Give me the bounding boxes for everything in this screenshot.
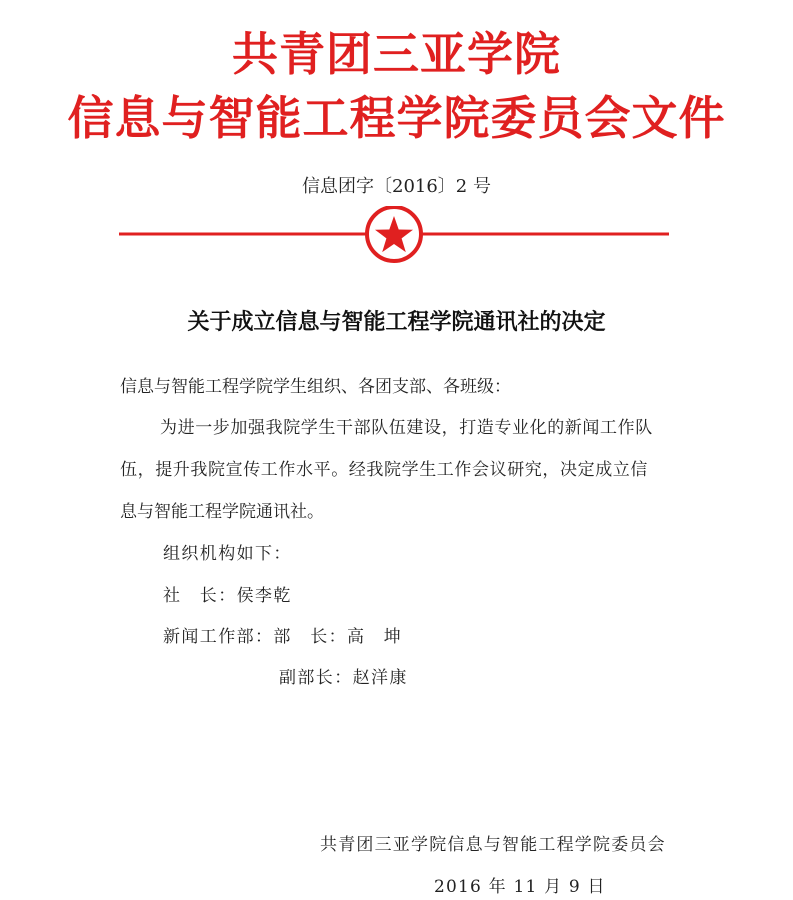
document-number: 信息团字〔2016〕2 号: [302, 176, 491, 197]
vice-head-line: 副部长：赵洋康: [279, 668, 408, 688]
signature-date: 2016 年 11 月 9 日: [434, 877, 606, 897]
org-structure-intro: 组织机构如下：: [163, 544, 292, 564]
news-dept-head-line: 新闻工作部：部 长：高 坤: [163, 627, 403, 647]
header-title-line1: 共青团三亚学院: [232, 27, 561, 81]
paragraph-line: 息与智能工程学院通讯社。: [120, 502, 324, 522]
header-divider: [119, 206, 669, 264]
red-star-icon: [367, 207, 421, 261]
signature-organization: 共青团三亚学院信息与智能工程学院委员会: [320, 835, 666, 855]
document-title: 关于成立信息与智能工程学院通讯社的决定: [187, 310, 606, 335]
president-line: 社 长：侯李乾: [163, 586, 292, 606]
header-title-line2: 信息与智能工程学院委员会文件: [67, 91, 726, 145]
paragraph-line: 伍，提升我院宣传工作水平。经我院学生工作会议研究，决定成立信: [120, 460, 648, 480]
paragraph-line: 为进一步加强我院学生干部队伍建设，打造专业化的新闻工作队: [160, 418, 653, 438]
salutation: 信息与智能工程学院学生组织、各团支部、各班级：: [120, 377, 511, 397]
